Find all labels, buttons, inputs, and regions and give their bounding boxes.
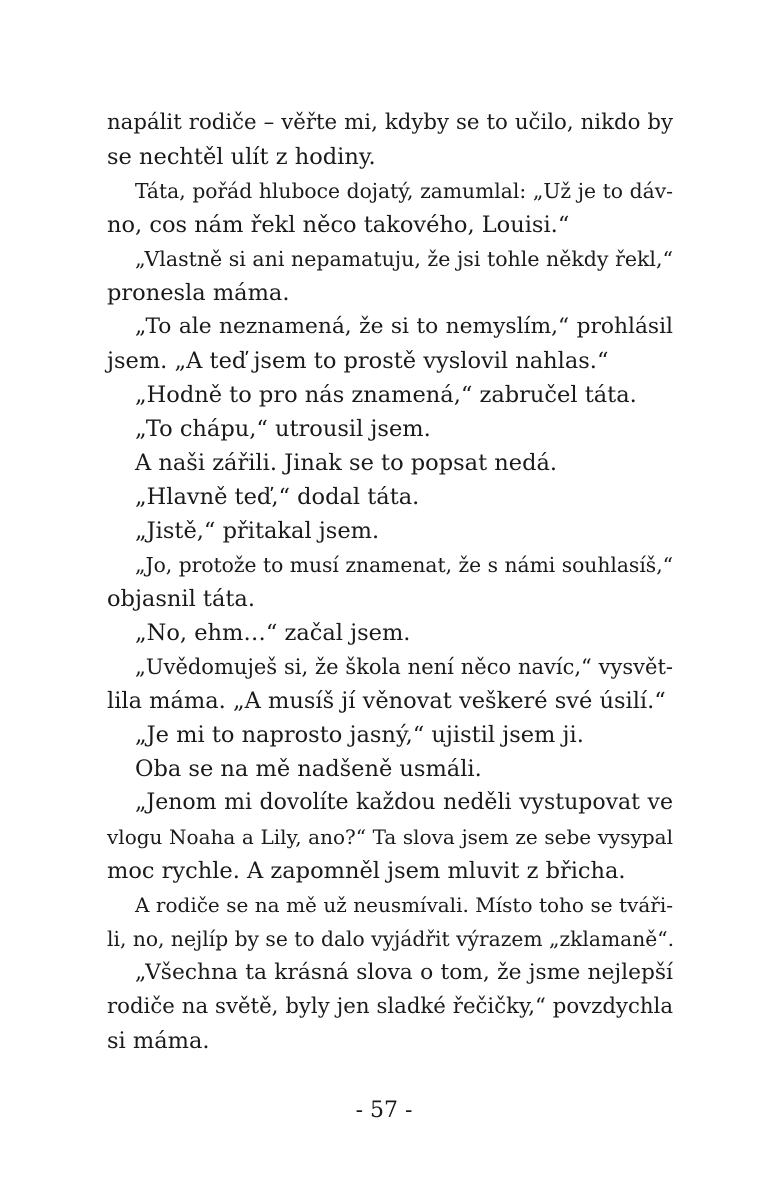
- text-line: „No, ehm…“ začal jsem.: [135, 620, 411, 646]
- text-line: „Jistě,“ přitakal jsem.: [135, 518, 380, 544]
- text-line: „Vlastně si ani nepamatuju, že jsi tohle někdy řekl,“: [135, 247, 673, 271]
- text-line: rodiče na světě, byly jen sladké řečičky,“ povzdychla: [107, 994, 673, 1019]
- text-line: A naši zářili. Jinak se to popsat nedá.: [135, 450, 558, 476]
- text-line: „Je mi to naprosto jasný,“ ujistil jsem ji.: [135, 722, 584, 748]
- text-line: „To ale neznamená, že si to nemyslím,“ prohlásil: [135, 314, 673, 339]
- text-line: pronesla máma.: [107, 280, 290, 306]
- text-line: moc rychle. A zapomněl jsem mluvit z břicha.: [107, 858, 626, 884]
- text-line: „Hodně to pro nás znamená,“ zabručel táta.: [135, 382, 637, 408]
- text-line: „Všechna ta krásná slova o tom, že jsme nejlepší: [135, 960, 673, 985]
- text-line: jsem. „A teď jsem to prostě vyslovil nahlas.“: [107, 348, 609, 374]
- text-line: „To chápu,“ utrousil jsem.: [135, 416, 431, 442]
- text-block: [107, 106, 673, 1058]
- text-line: A rodiče se na mě už neusmívali. Místo toho se tváři-: [135, 893, 673, 917]
- text-line: si máma.: [107, 1028, 210, 1054]
- text-line: lila máma. „A musíš jí věnovat veškeré své úsilí.“: [107, 688, 666, 714]
- text-line: „Uvědomuješ si, že škola není něco navíc,“ vysvět-: [135, 655, 673, 679]
- text-line: napálit rodiče – věřte mi, kdyby se to učilo, nikdo by: [107, 110, 673, 135]
- text-line: „Jenom mi dovolíte každou neděli vystupovat ve: [135, 790, 673, 815]
- text-line: no, cos nám řekl něco takového, Louisi.“: [107, 212, 570, 238]
- text-line: „Jo, protože to musí znamenat, že s námi souhlasíš,“: [135, 553, 673, 577]
- text-line: li, no, nejlíp by se to dalo vyjádřit výrazem „zklamaně“.: [107, 927, 675, 951]
- text-line: Táta, pořád hluboce dojatý, zamumlal: „Už je to dáv-: [135, 179, 673, 203]
- page-number: - 57 -: [355, 1098, 413, 1123]
- text-line: vlogu Noaha a Lily, ano?“ Ta slova jsem ze sebe vysypal: [107, 825, 673, 849]
- text-line: „Hlavně teď,“ dodal táta.: [135, 484, 420, 510]
- text-line: Oba se na mě nadšeně usmáli.: [135, 756, 482, 782]
- text-line: se nechtěl ulít z hodiny.: [107, 144, 376, 170]
- text-line: objasnil táta.: [107, 586, 255, 612]
